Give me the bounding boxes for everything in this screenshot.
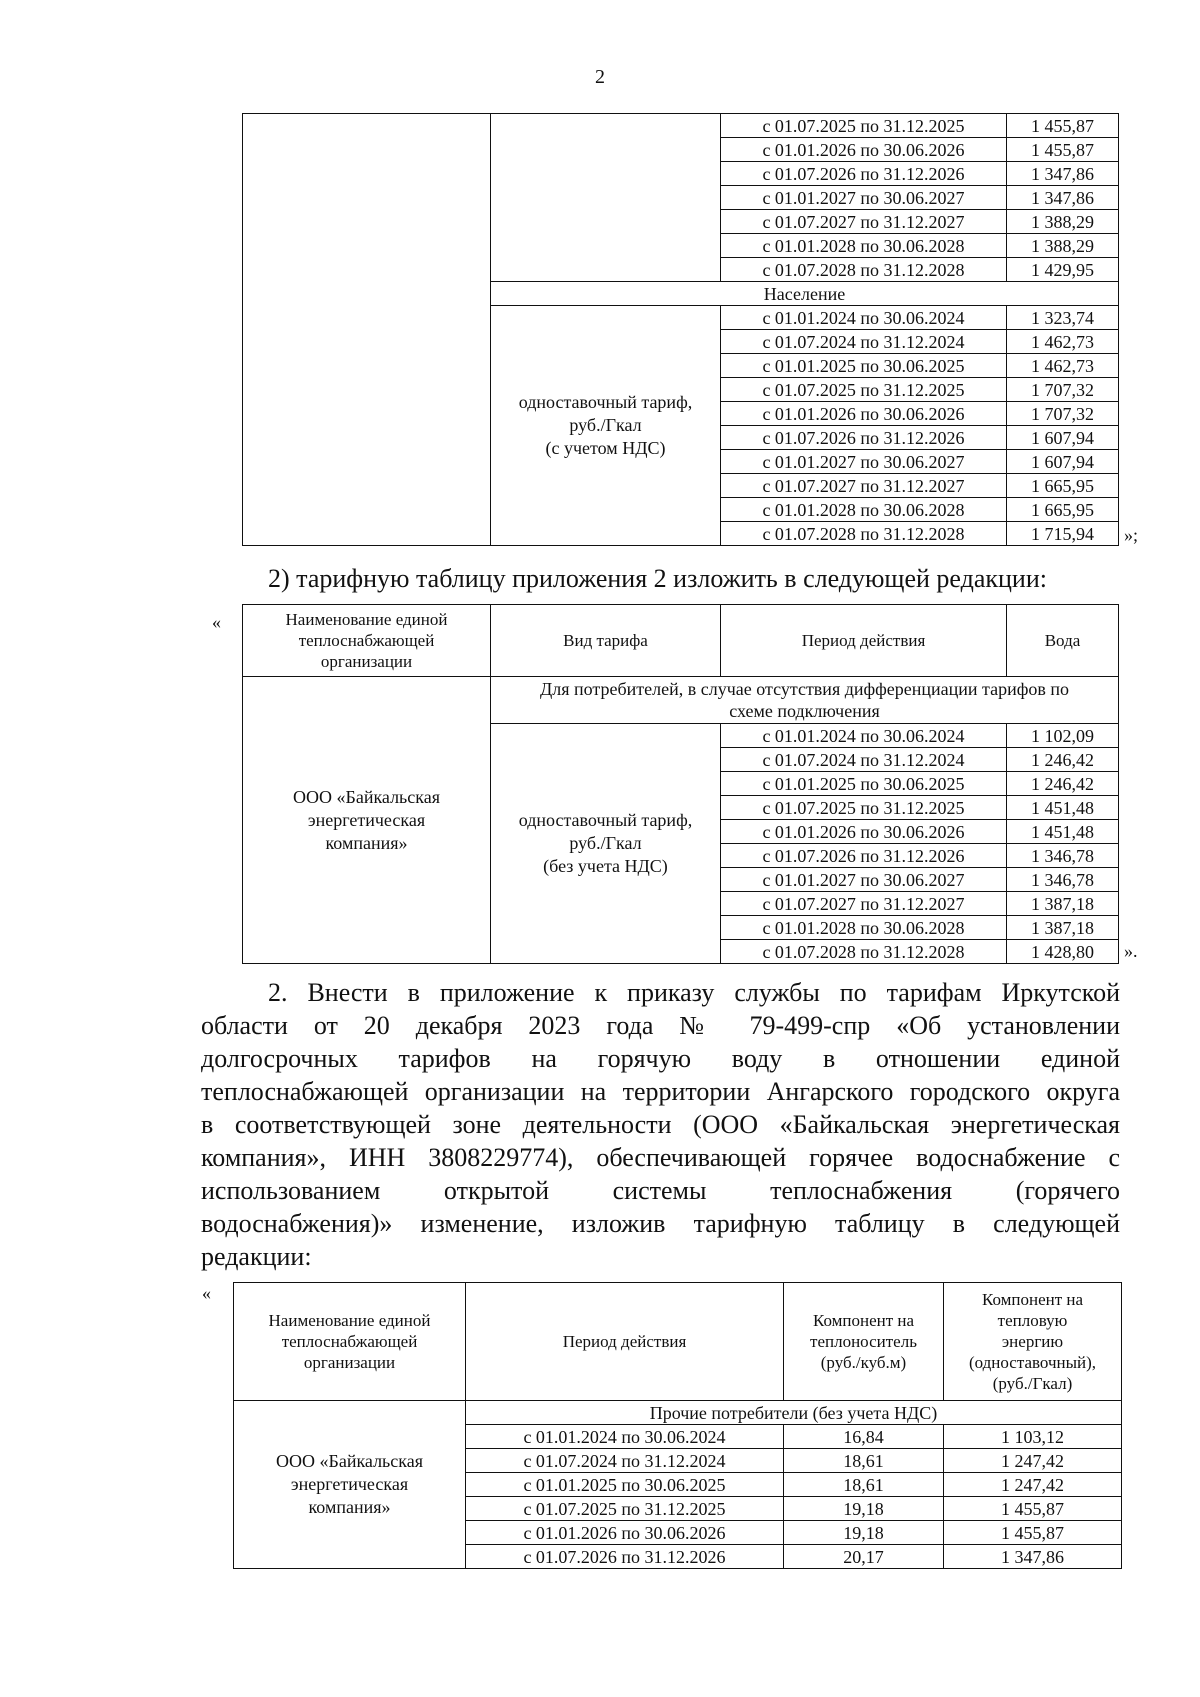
value-cell: 1 665,95 (1007, 474, 1119, 498)
header-line: Компонент на (812, 1311, 915, 1330)
value-cell: 1 347,86 (1007, 186, 1119, 210)
period-cell: с 01.07.2027 по 31.12.2027 (721, 892, 1007, 916)
period-cell: с 01.01.2025 по 30.06.2025 (721, 354, 1007, 378)
period-cell: с 01.07.2026 по 31.12.2026 (721, 426, 1007, 450)
period-cell: с 01.01.2028 по 30.06.2028 (721, 916, 1007, 940)
paragraph-line: в соответствующей зоне деятельности (ООО «Байкальская энергетическая (201, 1110, 1120, 1139)
value-cell: 1 462,73 (1007, 330, 1119, 354)
page-number: 2 (595, 66, 605, 88)
carrier-cell: 18,61 (784, 1473, 944, 1497)
value-cell: 1 387,18 (1007, 892, 1119, 916)
energy-cell: 1 103,12 (944, 1425, 1122, 1449)
tariff-line: руб./Гкал (569, 833, 642, 853)
org-line: компания» (325, 832, 408, 853)
value-cell: 1 102,09 (1007, 724, 1119, 748)
value-cell: 1 388,29 (1007, 210, 1119, 234)
energy-cell: 1 247,42 (944, 1449, 1122, 1473)
period-cell: с 01.01.2026 по 30.06.2026 (721, 402, 1007, 426)
closing-quote-table2: ». (1124, 941, 1138, 961)
period-cell: с 01.07.2026 по 31.12.2026 (466, 1545, 784, 1569)
value-cell: 1 707,32 (1007, 402, 1119, 426)
period-cell: с 01.01.2024 по 30.06.2024 (721, 306, 1007, 330)
paragraph-line: долгосрочных тарифов на горячую воду в отношении единой (201, 1044, 1120, 1073)
org-line: энергетическая (290, 1474, 409, 1494)
tariff-type-cell (491, 306, 721, 546)
paragraph-line: теплоснабжающей организации на территории Ангарского городского округа (201, 1077, 1120, 1106)
value-cell: 1 607,94 (1007, 426, 1119, 450)
period-cell: с 01.07.2026 по 31.12.2026 (721, 162, 1007, 186)
value-cell: 1 455,87 (1007, 138, 1119, 162)
period-cell: с 01.01.2028 по 30.06.2028 (721, 498, 1007, 522)
period-cell: с 01.01.2027 по 30.06.2027 (721, 186, 1007, 210)
value-cell: 1 707,32 (1007, 378, 1119, 402)
header-line: энергию (1001, 1332, 1064, 1351)
tariff-table-continuation (242, 113, 1119, 546)
tariff-table-appendix-2 (242, 604, 1119, 964)
period-cell: с 01.01.2024 по 30.06.2024 (721, 724, 1007, 748)
section-row (243, 677, 1119, 724)
energy-cell: 1 455,87 (944, 1497, 1122, 1521)
paragraph-2-heading: 2) тарифную таблицу приложения 2 изложить в следующей редакции: (268, 564, 1047, 593)
period-cell: с 01.07.2025 по 31.12.2025 (466, 1497, 784, 1521)
header-line: организации (303, 1353, 396, 1372)
period-cell: с 01.07.2025 по 31.12.2025 (721, 114, 1007, 138)
paragraph-line: водоснабжения)» изменение, изложив тарифную таблицу в следующей (201, 1209, 1120, 1238)
header-energy-component (944, 1283, 1122, 1401)
paragraph-line: компания», ИНН 3808229774), обеспечивающей горячее водоснабжение с (201, 1143, 1120, 1172)
period-cell: с 01.01.2024 по 30.06.2024 (466, 1425, 784, 1449)
value-cell: 1 715,94 (1007, 522, 1119, 546)
value-cell: 1 451,48 (1007, 796, 1119, 820)
paragraph-line: области от 20 декабря 2023 года № 79-499-спр «Об установлении (201, 1011, 1120, 1040)
carrier-cell: 18,61 (784, 1449, 944, 1473)
tariff-line: (без учета НДС) (543, 856, 668, 876)
header-line: организации (320, 652, 413, 671)
header-water: Вода (1007, 605, 1119, 677)
period-cell: с 01.07.2026 по 31.12.2026 (721, 844, 1007, 868)
closing-quote-table1: »; (1124, 525, 1139, 545)
header-row (234, 1283, 1122, 1401)
value-cell: 1 323,74 (1007, 306, 1119, 330)
org-cell-empty (243, 114, 491, 546)
paragraph-line: 2. Внести в приложение к приказу службы по тарифам Иркутской (268, 978, 1120, 1007)
paragraph-line: редакции: (201, 1242, 312, 1271)
period-cell: с 01.01.2026 по 30.06.2026 (721, 820, 1007, 844)
period-cell: с 01.07.2024 по 31.12.2024 (466, 1449, 784, 1473)
value-cell: 1 346,78 (1007, 868, 1119, 892)
header-line: Наименование единой (285, 610, 448, 629)
header-period: Период действия (721, 605, 1007, 677)
paragraph-line: использованием открытой системы теплоснабжения (горячего (201, 1176, 1120, 1205)
value-cell: 1 246,42 (1007, 772, 1119, 796)
header-line: теплоснабжающей (281, 1332, 418, 1351)
energy-cell: 1 455,87 (944, 1521, 1122, 1545)
org-line: ООО «Байкальская (276, 1451, 423, 1471)
period-cell: с 01.07.2028 по 31.12.2028 (721, 522, 1007, 546)
header-org (243, 605, 491, 677)
tariff-type-cell (491, 724, 721, 964)
opening-quote-table3: « (202, 1283, 211, 1303)
header-period: Период действия (466, 1283, 784, 1401)
section-label-population: Население (491, 282, 1119, 306)
value-cell: 1 246,42 (1007, 748, 1119, 772)
tariff-cell-empty (491, 114, 721, 282)
header-line: теплоснабжающей (298, 631, 435, 650)
value-cell: 1 428,80 (1007, 940, 1119, 964)
period-cell: с 01.07.2025 по 31.12.2025 (721, 378, 1007, 402)
header-org (234, 1283, 466, 1401)
value-cell: 1 346,78 (1007, 844, 1119, 868)
value-cell: 1 388,29 (1007, 234, 1119, 258)
header-tariff-type: Вид тарифа (491, 605, 721, 677)
value-cell: 1 455,87 (1007, 114, 1119, 138)
tariff-line: руб./Гкал (569, 415, 642, 435)
section-label-no-differentiation (491, 677, 1119, 724)
org-line: ООО «Байкальская (293, 786, 440, 807)
header-line: (руб./Гкал) (992, 1374, 1073, 1393)
period-cell: с 01.01.2025 по 30.06.2025 (721, 772, 1007, 796)
energy-cell: 1 347,86 (944, 1545, 1122, 1569)
section-line: схеме подключения (729, 701, 880, 721)
period-cell: с 01.07.2024 по 31.12.2024 (721, 748, 1007, 772)
carrier-cell: 20,17 (784, 1545, 944, 1569)
tariff-line: одноставочный тариф, (518, 392, 693, 412)
period-cell: с 01.07.2027 по 31.12.2027 (721, 474, 1007, 498)
carrier-cell: 16,84 (784, 1425, 944, 1449)
period-cell: с 01.07.2027 по 31.12.2027 (721, 210, 1007, 234)
org-line: компания» (308, 1497, 391, 1517)
header-line: Компонент на (981, 1290, 1084, 1309)
energy-cell: 1 247,42 (944, 1473, 1122, 1497)
value-cell: 1 462,73 (1007, 354, 1119, 378)
value-cell: 1 665,95 (1007, 498, 1119, 522)
value-cell: 1 387,18 (1007, 916, 1119, 940)
period-cell: с 01.01.2027 по 30.06.2027 (721, 450, 1007, 474)
header-row (243, 605, 1119, 677)
carrier-cell: 19,18 (784, 1497, 944, 1521)
tariff-line: одноставочный тариф, (518, 810, 693, 830)
period-cell: с 01.07.2024 по 31.12.2024 (721, 330, 1007, 354)
period-cell: с 01.07.2028 по 31.12.2028 (721, 258, 1007, 282)
period-cell: с 01.01.2025 по 30.06.2025 (466, 1473, 784, 1497)
header-line: тепловую (997, 1311, 1068, 1330)
table-row (243, 114, 1119, 138)
org-name-cell (234, 1401, 466, 1569)
hot-water-tariff-table (233, 1282, 1122, 1569)
value-cell: 1 429,95 (1007, 258, 1119, 282)
header-line: Наименование единой (268, 1311, 431, 1330)
tariff-line: (с учетом НДС) (545, 438, 666, 458)
header-line: теплоноситель (810, 1332, 917, 1351)
section-row (234, 1401, 1122, 1425)
section-label-other-consumers: Прочие потребители (без учета НДС) (466, 1401, 1122, 1425)
header-carrier-component (784, 1283, 944, 1401)
opening-quote-table2: « (212, 612, 221, 632)
carrier-cell: 19,18 (784, 1521, 944, 1545)
value-cell: 1 607,94 (1007, 450, 1119, 474)
header-line: (одноставочный), (968, 1353, 1097, 1372)
value-cell: 1 347,86 (1007, 162, 1119, 186)
period-cell: с 01.01.2028 по 30.06.2028 (721, 234, 1007, 258)
period-cell: с 01.01.2026 по 30.06.2026 (466, 1521, 784, 1545)
org-name-cell (243, 677, 491, 964)
section-line: Для потребителей, в случае отсутствия дифференциации тарифов по (540, 679, 1069, 699)
period-cell: с 01.07.2025 по 31.12.2025 (721, 796, 1007, 820)
org-line: энергетическая (307, 809, 426, 830)
period-cell: с 01.07.2028 по 31.12.2028 (721, 940, 1007, 964)
header-line: (руб./куб.м) (820, 1353, 907, 1372)
period-cell: с 01.01.2027 по 30.06.2027 (721, 868, 1007, 892)
value-cell: 1 451,48 (1007, 820, 1119, 844)
period-cell: с 01.01.2026 по 30.06.2026 (721, 138, 1007, 162)
